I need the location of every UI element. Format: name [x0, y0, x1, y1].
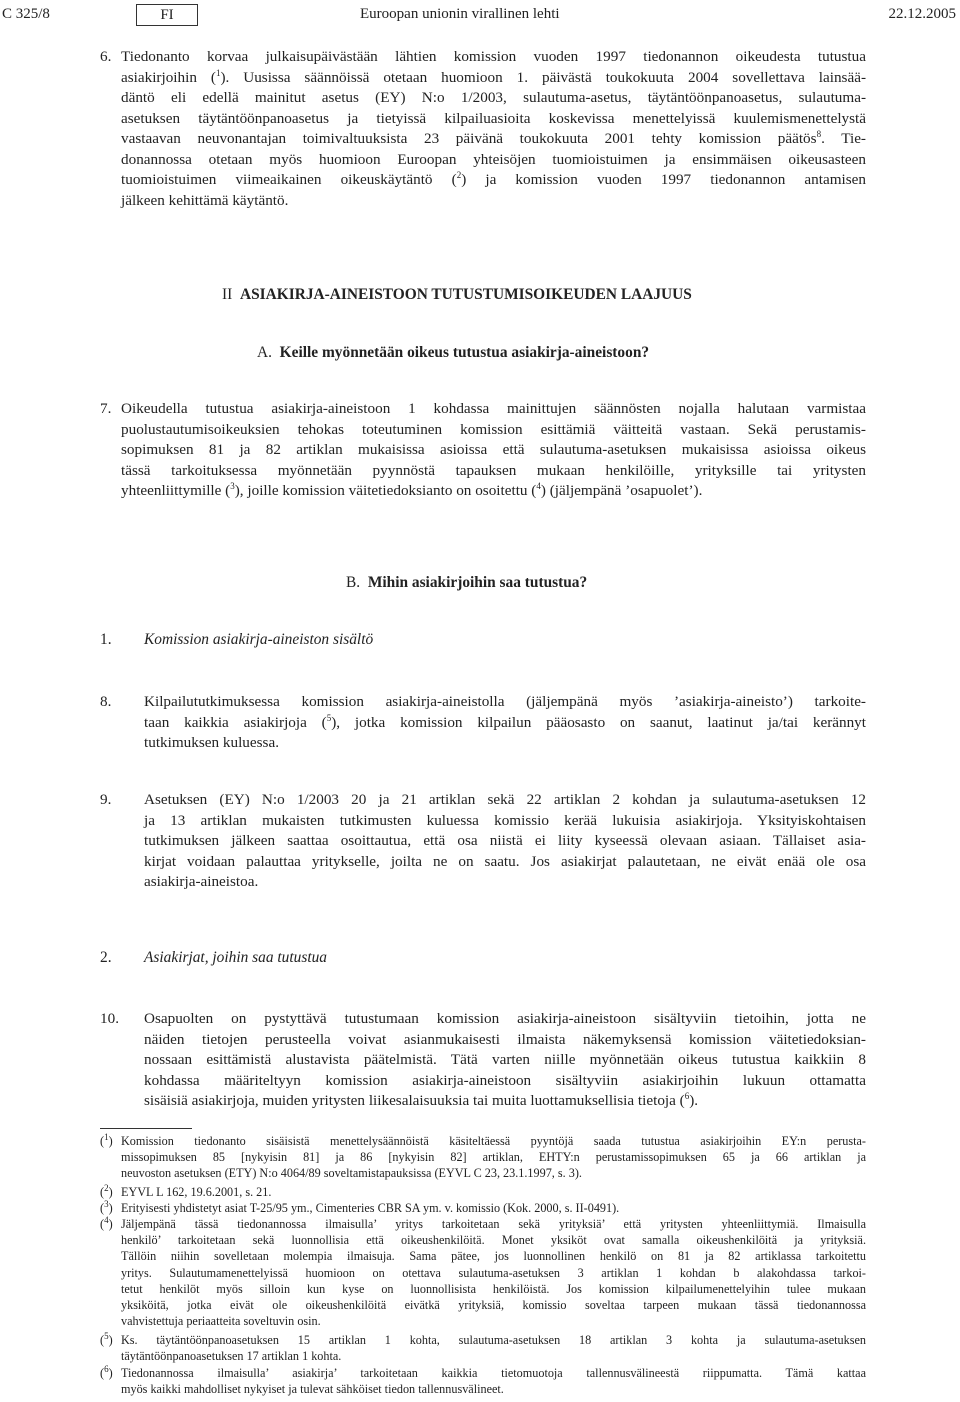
text-line: myös kaikki mahdolliset nykyiset ja tulevat sähköiset tiedon tallennusvälineet.: [121, 1382, 504, 1397]
paragraph-number: 9.: [100, 791, 112, 808]
section-letter: B.: [346, 574, 361, 591]
text-line: sisäisiä asiakirjoja, muiden yritysten liikesalaisuuksia tai muita luottamuksellisia tietoja ($^6$).: [144, 1090, 699, 1109]
section-heading-ii: [222, 286, 692, 304]
footnote-text: [121, 1184, 866, 1200]
footnote-number: ($^6$): [100, 1363, 113, 1380]
text-line: Tiedonannossa ilmaisulla’ asiakirja’ tarkoitetaan kaikkia tietomuotoja tallennusvälineestä riippumatta. Tämä kattaa: [121, 1366, 866, 1380]
text-line: Jäljempänä tässä tiedonannossa ilmaisulla’ yritys tarkoitetaan sekä yrityksiä’ että yritysten yhteenliittymiä. Ilmaisulla: [121, 1217, 866, 1231]
footnote-marker: 6: [684, 1090, 690, 1101]
paragraph-body: [144, 1009, 866, 1112]
text-line: Tällöin niihin sovelletaan molempia ilmaisuja. Sama pätee, jos luonnollinen henkilö on 81 ja 82 artiklassa tarkoitettu: [121, 1249, 866, 1264]
page-header: [0, 6, 960, 32]
footnote-marker: 1: [215, 67, 221, 78]
section-heading-b: [346, 574, 587, 592]
text-line: näiden tietojen perusteella voivat asianmukaisesti ilmaista näkemyksensä komission väitetiedoksian-: [144, 1030, 866, 1048]
text-line: tässä tarkoituksessa myönnetään pyynnöstä tapauksen mukaan henkilöille, yrityksille tai yritysten: [121, 461, 866, 479]
footnote-marker: 6: [104, 1363, 109, 1374]
text-line: Tiedonanto korvaa julkaisupäivästään lähtien komission vuoden 1997 tiedonannon oikeudesta tutustua: [121, 48, 866, 65]
text-line: asiakirja-aineistoa.: [144, 873, 259, 890]
text-line: tutkimuksen jälkeen saattaa osoittautua, että osa niistä ei liity kyseessä olevaan asiaan. Tällaiset asia-: [144, 832, 866, 849]
footnote-marker: 4: [104, 1214, 109, 1225]
section-letter: A.: [257, 344, 272, 361]
paragraph-7: [100, 399, 866, 502]
footnote-1: [100, 1133, 866, 1182]
footnote-text: [121, 1216, 866, 1329]
text-line: taan kaikkia asiakirjoja ($^5$), jotka komission kilpailun pääosasto on saanut, laatinut ja/tai kerännyt: [144, 712, 866, 731]
text-line: Ks. täytäntöönpanoasetuksen 15 artiklan 1 kohta, sulautuma-asetuksen 18 artiklan 3 kohta ja sulautuma-asetuksen: [121, 1333, 866, 1347]
text-line: asetuksen täytäntöönpanoasetus ja tietyissä kilpailuasioita koskevissa menettelyissä kuulemismenettelystä: [121, 109, 866, 127]
footnote-4: [100, 1216, 866, 1329]
footnote-number: ($^1$): [100, 1131, 113, 1148]
text-line: däntö eli edellä mainitut asetus (EY) N:o 1/2003, sulautuma-asetus, täytäntöönpanoasetus, sulautuma-: [121, 89, 866, 106]
paragraph-8: [100, 692, 866, 754]
publication-date: 22.12.2005: [888, 6, 956, 22]
subheading-2: [100, 949, 327, 967]
paragraph-9: [100, 790, 866, 893]
footnote-5: [100, 1332, 866, 1364]
section-title: ASIAKIRJA-AINEISTOON TUTUSTUMISOIKEUDEN LAAJUUS: [239, 286, 692, 303]
footnote-number: ($^3$): [100, 1198, 113, 1215]
section-number: II: [222, 286, 233, 303]
paragraph-body: [144, 790, 866, 893]
subheading-title: Komission asiakirja-aineiston sisältö: [144, 631, 374, 648]
text-line: vastaavan neuvonantajan toimivaltuuksista 23 päivänä toukokuuta 2001 tehty komission päätös$^8$. Tie-: [121, 128, 866, 147]
footnote-2: [100, 1184, 866, 1200]
paragraph-number: 10.: [100, 1010, 119, 1027]
footnote-marker: 1: [104, 1131, 109, 1142]
paragraph-body: [144, 692, 866, 754]
language-badge: FI: [136, 4, 198, 26]
footnote-marker: 5: [104, 1330, 109, 1341]
paragraph-10: [100, 1009, 866, 1112]
text-line: asiakirjoihin ($^1$). Uusissa säännöissä otetaan huomioon 1. päivästä toukokuuta 2004 sovellettava lainsää-: [121, 67, 866, 86]
footnote-marker: 3: [230, 480, 235, 491]
section-heading-a: [257, 344, 649, 362]
text-line: kohdassa määriteltyyn komission asiakirja-aineistoon sisältyviin asiakirjoihin lukuun ottamatta: [144, 1071, 866, 1089]
subheading-number: 2.: [100, 949, 112, 966]
paragraph-number: 8.: [100, 693, 112, 710]
text-line: tutkimuksen kuluessa.: [144, 734, 279, 751]
section-title: Mihin asiakirjoihin saa tutustua?: [367, 574, 588, 591]
paragraph-6: [100, 47, 866, 211]
text-line: Oikeudella tutustua asiakirja-aineistoon 1 kohdassa mainittujen säännösten nojalla halutaan varmistaa: [121, 400, 866, 417]
text-line: sopimuksen 81 ja 82 artiklan mukaisissa asioissa että sulautuma-asetuksen mukaisissa asioissa oikeus: [121, 441, 866, 458]
paragraph-number: 7.: [100, 400, 112, 417]
text-line: yritys. Sulautumamenettelyissä huomioon on otettava sulautuma-asetuksen 3 artiklan 1 kohdan b alakohdassa tarkoi-: [121, 1265, 866, 1280]
footnote-marker: 2: [104, 1182, 109, 1193]
footnote-number: ($^2$): [100, 1182, 113, 1199]
text-line: neuvoston asetuksen (ETY) N:o 4064/89 soveltamistapauksissa (EYVL C 23, 23.1.1997, s. 3).: [121, 1166, 582, 1181]
text-line: jälkeen kehittämä käytäntö.: [121, 191, 289, 209]
section-title: Keille myönnetään oikeus tutustua asiakirja-aineistoon?: [279, 344, 650, 361]
text-line: EYVL L 162, 19.6.2001, s. 21.: [121, 1185, 272, 1199]
footnote-marker: 8: [816, 128, 822, 139]
text-line: yksiköitä, jotka eivät ole oikeushenkilöitä eivätkä yrityksiä, komissio soveltaa tarpeen mukaan tässä tiedonannossa: [121, 1298, 866, 1313]
footnote-number: ($^5$): [100, 1330, 113, 1347]
paragraph-body: [121, 47, 866, 211]
text-line: Komission tiedonanto sisäisistä menettelysäännöistä käsiteltäessä pyyntöjä saada tutustua asiakirjoihin EY:n perusta-: [121, 1134, 866, 1148]
footnote-marker: 3: [104, 1198, 109, 1209]
text-line: yhteenliittymille ($^3$), joille komission väitetiedoksianto on osoitettu ($^4$) (jäljempänä ’osapuolet’).: [121, 480, 703, 499]
footnote-marker: 4: [536, 480, 541, 491]
text-line: henkilö’ tarkoitetaan sekä luonnollisia että oikeushenkilöitä. Monet yksiköt ovat samalla oikeushenkilöitä ja yrityksiä.: [121, 1233, 866, 1248]
footnote-text: [121, 1200, 866, 1216]
journal-reference: C 325/8: [2, 6, 50, 22]
footnote-text: [121, 1133, 866, 1182]
subheading-1: [100, 631, 373, 649]
footnote-divider: [100, 1128, 192, 1129]
text-line: puolustautumisoikeuksien tehokas toteutuminen komission esittämiä väitteitä vastaan. Sekä perustamis-: [121, 420, 866, 438]
text-line: tuomioistuimen viimeaikainen oikeuskäytäntö ($^2$) ja komission vuoden 1997 tiedonannon antamisen: [121, 169, 866, 188]
text-line: ja 13 artiklan mukaisten tutkimusten kuluessa komissio kerää lukuisia asiakirjoja. Yksityiskohtaisen: [144, 811, 866, 829]
paragraph-body: [121, 399, 866, 502]
text-line: missopimuksen 85 [nykyisin 81] ja 86 [nykyisin 82] artiklan, EHTY:n perustamissopimuksen 65 ja 66 artiklan ja: [121, 1150, 866, 1165]
footnote-marker: 5: [326, 712, 332, 723]
paragraph-number: 6.: [100, 48, 112, 65]
text-line: Osapuolten on pystyttävä tutustumaan komission asiakirja-aineistoon sisältyviin tietoihin, jotta ne: [144, 1010, 866, 1027]
text-line: kirjat voidaan palauttaa yritykselle, joilta ne on saatu. Jos asiakirjat palautetaan, ne eivät enää ole osa: [144, 852, 866, 870]
footnote-number: ($^4$): [100, 1214, 113, 1231]
footnote-text: [121, 1365, 866, 1397]
footnote-marker: 2: [456, 169, 462, 180]
text-line: vahvistettuja periaatteita soveltuvin osin.: [121, 1314, 321, 1329]
journal-title: Euroopan unionin virallinen lehti: [360, 6, 560, 22]
subheading-title: Asiakirjat, joihin saa tutustua: [144, 949, 327, 966]
text-line: nossaan esittämistä alustavista päätelmistä. Tätä varten niille myönnetään oikeus tutustua kaikkiin 8: [144, 1051, 866, 1068]
text-line: Kilpailututkimuksessa komission asiakirja-aineistolla (jäljempänä myös ’asiakirja-aineisto’) tarkoite-: [144, 693, 866, 710]
text-line: täytäntöönpanoasetuksen 17 artiklan 1 kohta.: [121, 1349, 342, 1364]
footnote-text: [121, 1332, 866, 1364]
text-line: Asetuksen (EY) N:o 1/2003 20 ja 21 artiklan sekä 22 artiklan 2 kohdan ja sulautuma-asetuksen 12: [144, 791, 866, 808]
text-line: tetut henkilöt myös silloin kun kyse on luonnollisista henkilöistä. Jos komission kilpailumenettelyihin tulee mukaan: [121, 1281, 866, 1296]
footnote-6: [100, 1365, 866, 1397]
footnote-3: [100, 1200, 866, 1216]
text-line: donannossa otetaan myös huomioon Euroopan yhteisöjen tuomioistuimen ja ensimmäisen oikeusasteen: [121, 150, 866, 168]
subheading-number: 1.: [100, 631, 112, 648]
text-line: Erityisesti yhdistetyt asiat T-25/95 ym., Cimenteries CBR SA ym. v. komissio (Kok. 2000, s. II-0491).: [121, 1201, 620, 1215]
